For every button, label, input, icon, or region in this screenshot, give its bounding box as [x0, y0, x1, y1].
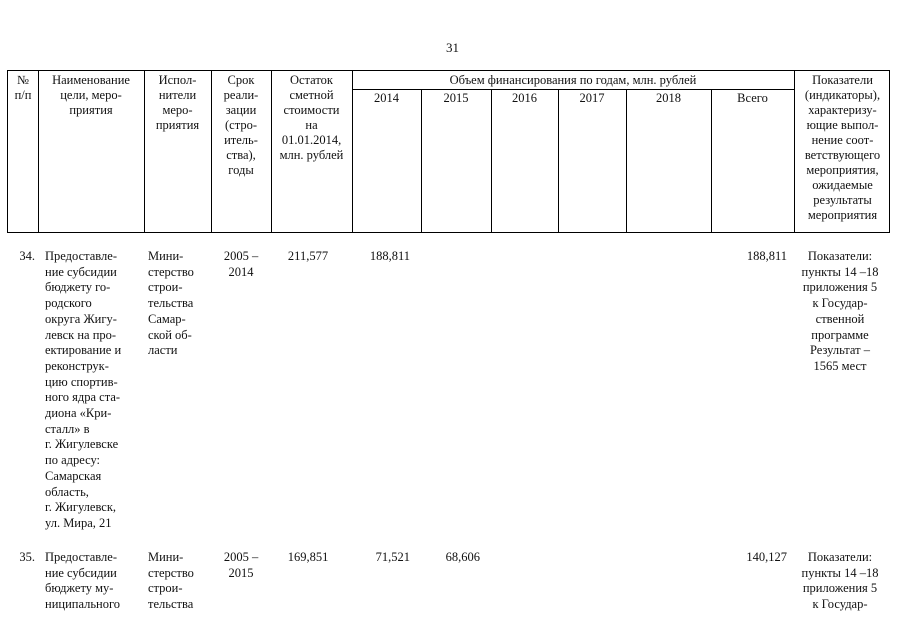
row-executor: Мини- стерство строи- тельства Самар- ской об- ласти — [148, 249, 194, 358]
header-divider — [558, 89, 559, 232]
row-indicators: Показатели: пункты 14 –18 приложения 5 к Государ- ственной программе Результат – 1565 мест — [801, 249, 879, 373]
header-divider — [491, 89, 492, 232]
row-remaining: 169,851 — [287, 550, 329, 564]
row-value-total: 140,127 — [746, 550, 787, 564]
header-year-2018: 2018 — [656, 91, 681, 105]
row-executor: Мини- стерство строи- тельства — [148, 550, 194, 612]
header-num: № п/п — [14, 73, 32, 102]
header-period: Срок реали- зации (стро- итель- ства), годы — [223, 73, 259, 177]
row-remaining: 211,577 — [287, 249, 329, 263]
header-year-2014: 2014 — [374, 91, 399, 105]
row-number: 34. — [19, 249, 35, 263]
row-name: Предоставле- ние субсидии бюджету го- родского округа Жигу- левск на про- ектирование и реконструк- цию спортив- ного ядра ста- диона «Кри- сталл» в г. Жигулевске по адресу: Самарская область, г. Жигулевск, ул. Мира, 21 — [45, 249, 122, 530]
header-name: Наименование цели, меро- приятия — [52, 73, 130, 117]
header-year-2015: 2015 — [443, 91, 469, 105]
row-number: 35. — [19, 550, 35, 564]
header-divider — [711, 89, 712, 232]
page-number: 31 — [446, 40, 459, 55]
header-year-total: Всего — [737, 91, 768, 105]
header-executors: Испол- нители меро- приятия — [155, 73, 200, 132]
header-divider — [421, 89, 422, 232]
row-value-2015: 68,606 — [445, 550, 480, 564]
table-header — [7, 70, 890, 233]
row-period: 2005 – 2015 — [223, 550, 259, 580]
header-year-2017: 2017 — [579, 91, 605, 105]
header-remaining: Остаток сметной стоимости на 01.01.2014, млн. рублей — [279, 73, 344, 162]
row-value-total: 188,811 — [746, 249, 787, 263]
header-indicators: Показатели (индикаторы), характеризу- ющие выпол- нение соот- ветствующего мероприятия, ожидаемые результаты мероприятия — [804, 73, 881, 222]
header-divider — [626, 89, 627, 232]
header-divider — [352, 89, 794, 90]
header-year-2016: 2016 — [512, 91, 537, 105]
row-value-2014: 188,811 — [369, 249, 410, 263]
header-funding-group: Объем финансирования по годам, млн. рублей — [449, 73, 697, 87]
row-value-2014: 71,521 — [375, 550, 410, 564]
row-name: Предоставле- ние субсидии бюджету му- ниципального — [45, 550, 121, 612]
row-indicators: Показатели: пункты 14 –18 приложения 5 к Государ- — [801, 550, 879, 612]
row-period: 2005 – 2014 — [223, 249, 259, 279]
